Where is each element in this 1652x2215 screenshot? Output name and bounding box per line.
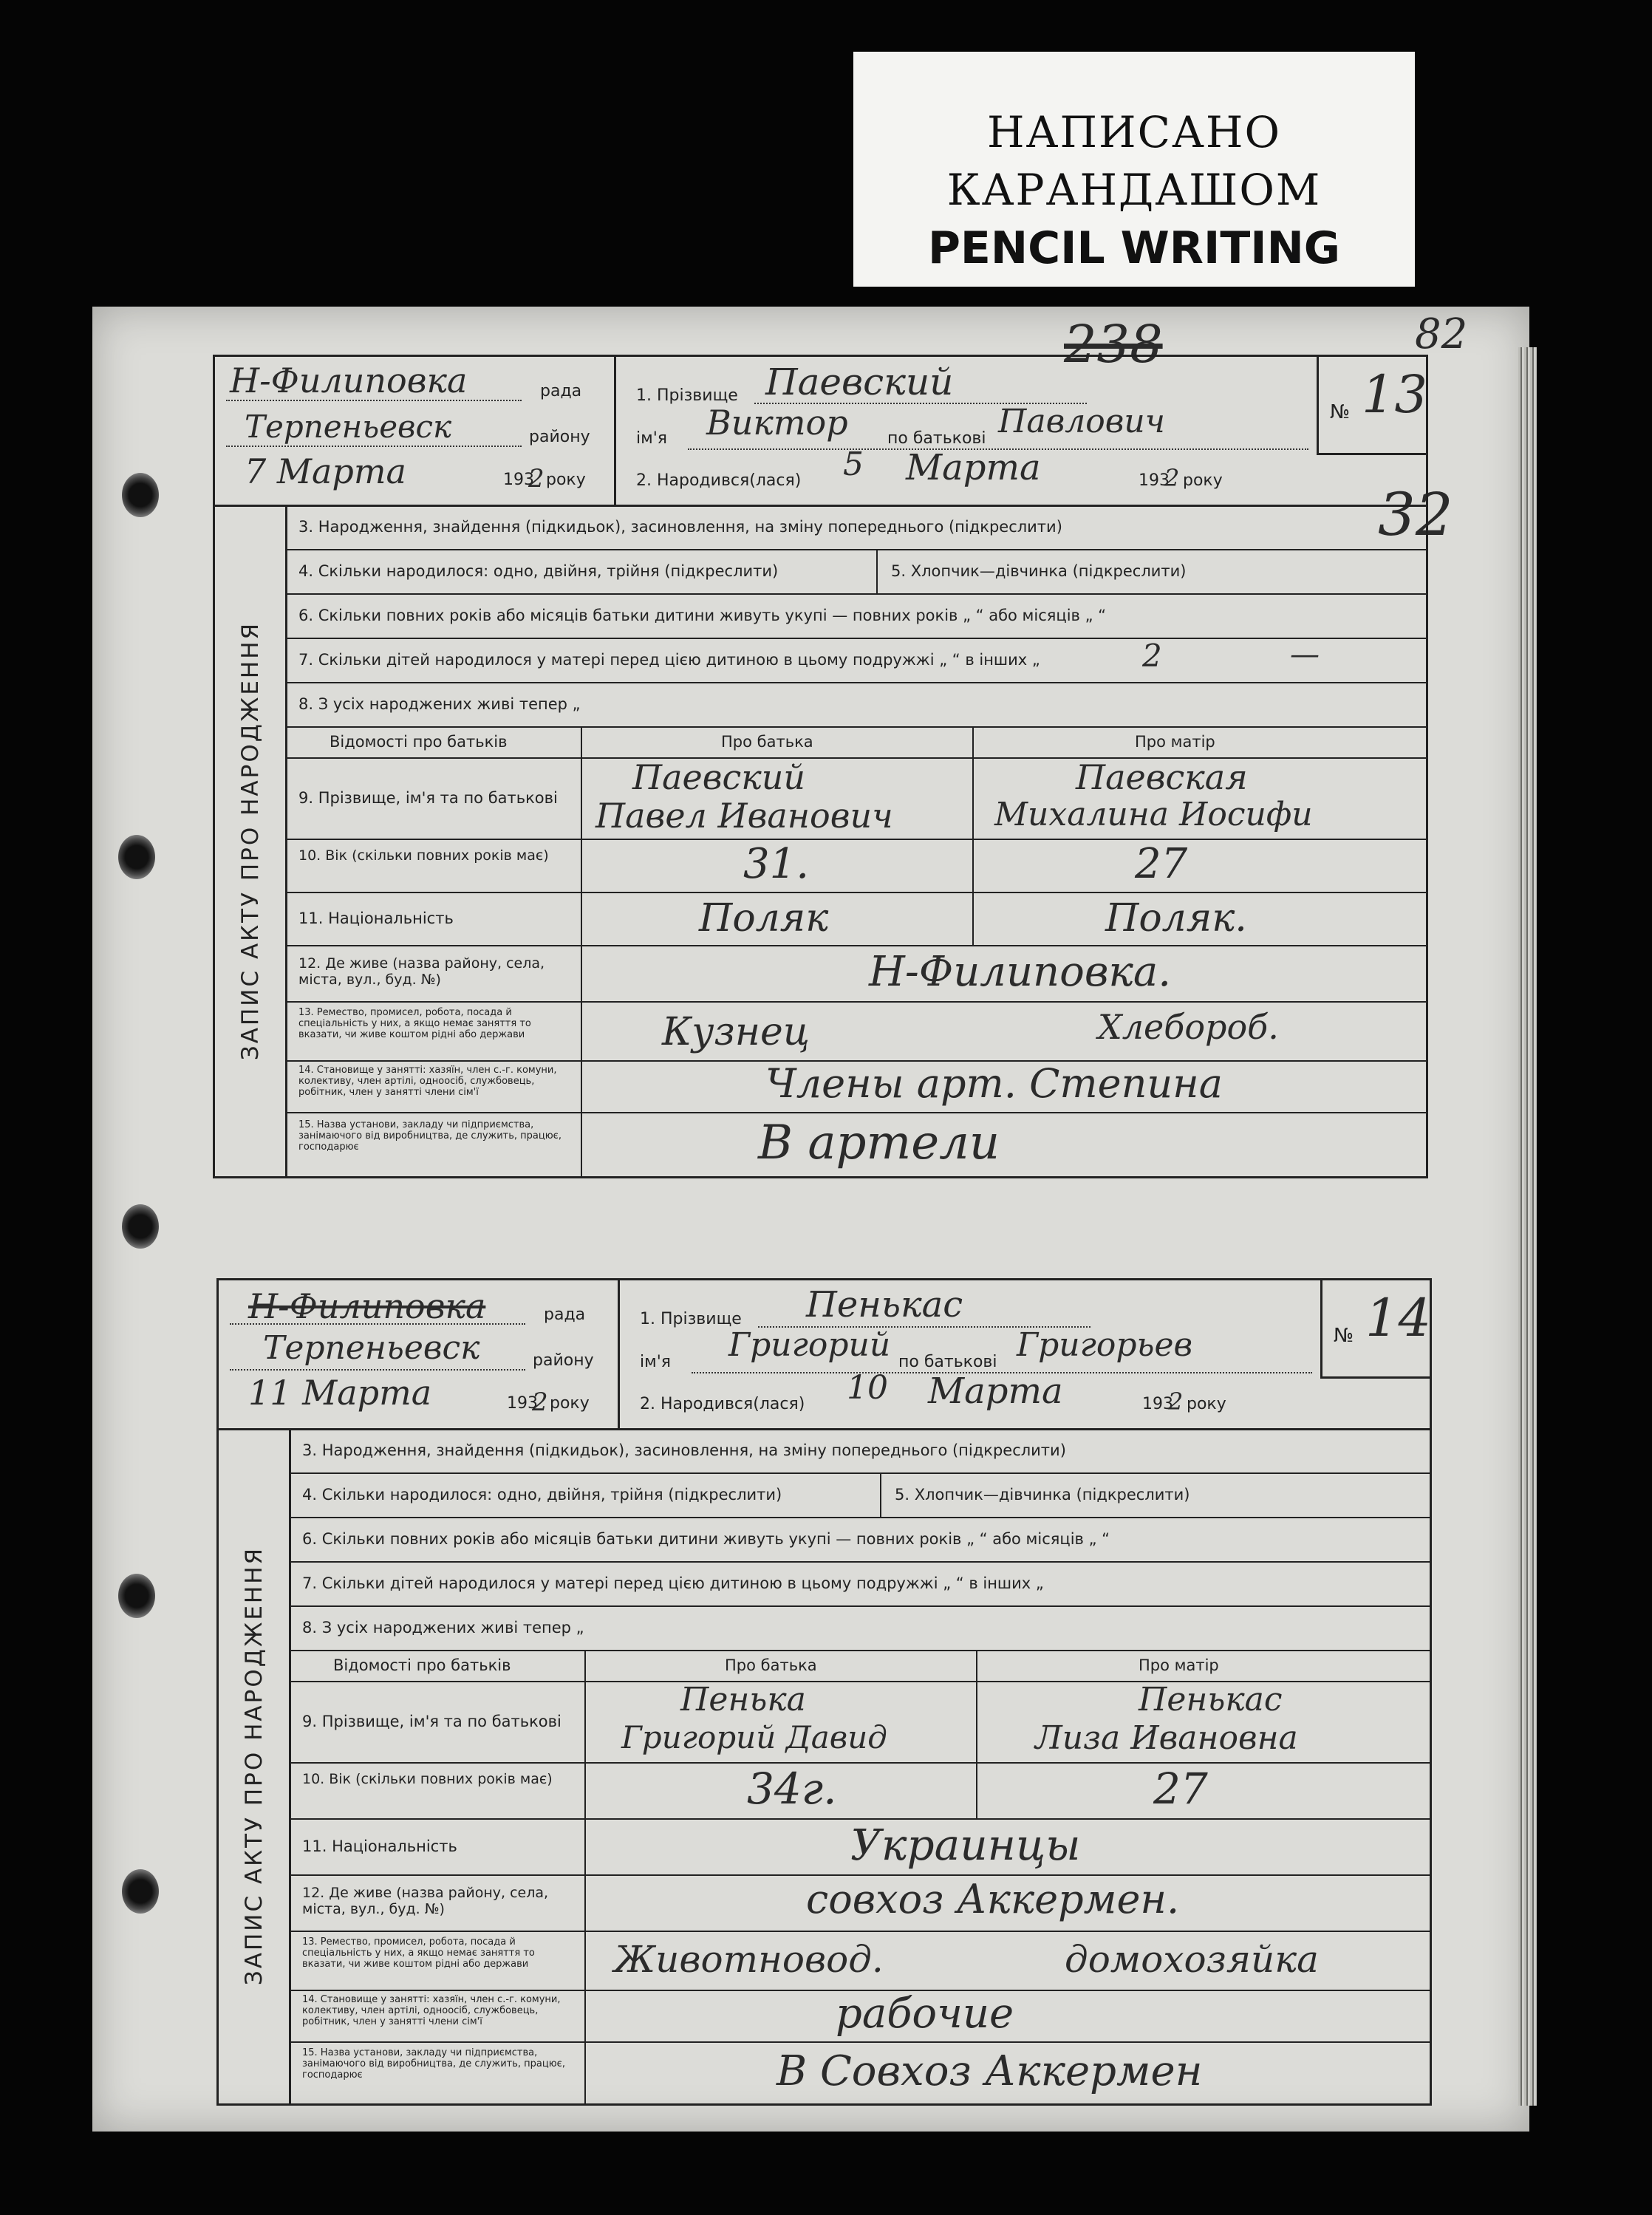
- row-6: 6. Скільки повних років або місяців батьки дитини живуть укупі — повних років „ “ або місяців „ “: [285, 593, 1426, 639]
- father-name: Павел Иванович: [595, 796, 893, 836]
- row-4-5: 4. Скільки народилося: одно, двійня, трійня (підкреслити) 5. Хлопчик—дівчинка (підкреслити): [289, 1472, 1430, 1518]
- record-header: [219, 1280, 1430, 1430]
- raion-label: району: [533, 1351, 594, 1370]
- father-occupation: Животновод.: [614, 1938, 884, 1981]
- patronymic-label: по батькові: [887, 429, 986, 448]
- father-name: Григорий Давид: [621, 1719, 887, 1755]
- row-4-5: 4. Скільки народилося: одно, двійня, трійня (підкреслити) 5. Хлопчик—дівчинка (підкреслити): [285, 549, 1426, 595]
- binding-hole: [122, 1204, 159, 1249]
- record-side-title: ЗАПИС АКТУ ПРО НАРОДЖЕННЯ: [215, 505, 287, 1176]
- residence: совхоз Аккермен.: [806, 1876, 1180, 1922]
- birth-year-prefix: 193: [1139, 471, 1170, 490]
- mother-surname: Паевская: [1076, 757, 1248, 797]
- child-surname: Паевский: [765, 361, 954, 403]
- raion-label: району: [529, 428, 590, 446]
- row-12: 12. Де живе (назва району, села, міста, вул., буд. №) совхоз Аккермен.: [289, 1874, 1430, 1932]
- nationality: Украинцы: [850, 1820, 1081, 1870]
- children-this-marriage: 2: [1142, 638, 1162, 674]
- mother-occupation: домохозяйка: [1065, 1938, 1319, 1981]
- binding-hole: [118, 835, 155, 879]
- employment-status: Члены арт. Степина: [765, 1060, 1223, 1107]
- pencil-writing-label: [853, 52, 1415, 287]
- child-name: Григорий: [728, 1326, 891, 1364]
- name-label: ім'я: [640, 1353, 671, 1371]
- parents-header: Відомості про батьків Про батька Про матір: [289, 1650, 1430, 1682]
- registration-block: [215, 357, 616, 505]
- mother-name: Лиза Ивановна: [1035, 1719, 1298, 1757]
- name-label: ім'я: [636, 429, 667, 448]
- binding-hole: [122, 1869, 159, 1914]
- workplace: В Совхоз Аккермен: [776, 2047, 1203, 2095]
- registration-year: 2: [532, 1388, 548, 1417]
- year-prefix: 193: [503, 471, 534, 489]
- row-6: 6. Скільки повних років або місяців батьки дитини живуть укупі — повних років „ “ або місяців „ “: [289, 1517, 1430, 1563]
- father-nationality: Поляк: [699, 896, 829, 941]
- row-14: 14. Становище у занятті: хазяїн, член с.-г. комуни, колективу, член артілі, одноосіб, службовець, робітник, член у занятті члени сім'ї рабочие: [289, 1990, 1430, 2043]
- row-8: 8. З усіх народжених живі тепер „: [289, 1605, 1430, 1651]
- mother-age: 27: [1153, 1764, 1208, 1814]
- birth-day: 5: [843, 446, 864, 483]
- father-surname: Пенька: [680, 1681, 806, 1719]
- roku-label: року: [550, 1394, 590, 1413]
- row-12: 12. Де живе (назва району, села, міста, вул., буд. №) Н-Филиповка.: [285, 945, 1426, 1003]
- child-patronymic: Павлович: [998, 403, 1166, 440]
- birth-label: 2. Народився(лася): [640, 1395, 805, 1413]
- district-name: Терпеньевск: [263, 1329, 480, 1367]
- mother-age: 27: [1135, 840, 1188, 888]
- children-other: —: [1290, 638, 1320, 672]
- row-3: 3. Народження, знайдення (підкидьок), засиновлення, на зміну попереднього (підкреслити): [289, 1428, 1430, 1474]
- father-surname: Паевский: [632, 757, 806, 797]
- birth-label: 2. Народився(лася): [636, 471, 802, 490]
- row-11: 11. Національність Поляк Поляк.: [285, 892, 1426, 946]
- number-sign: №: [1334, 1325, 1354, 1347]
- mother-surname: Пенькас: [1139, 1681, 1283, 1719]
- mother-occupation: Хлебороб.: [1098, 1007, 1279, 1047]
- label-line-2: КАРАНДАШОМ: [946, 165, 1322, 215]
- row-9: 9. Прізвище, ім'я та по батькові Паевский Павел Иванович Паевская Михалина Иосифи: [285, 757, 1426, 840]
- council-name: Н-Филиповка: [230, 361, 468, 400]
- council-name: Н-Филиповка: [248, 1286, 486, 1326]
- row-15: 15. Назва установи, закладу чи підприємства, занімаючого від виробництва, де служить, працює, господарює В артели: [285, 1112, 1426, 1176]
- year-prefix: 193: [507, 1394, 538, 1413]
- record-side-title: ЗАПИС АКТУ ПРО НАРОДЖЕННЯ: [219, 1428, 291, 2103]
- birth-day: 10: [847, 1369, 888, 1407]
- birth-year-prefix: 193: [1142, 1395, 1173, 1413]
- birth-year: 2: [1168, 1388, 1184, 1416]
- child-surname: Пенькас: [806, 1284, 963, 1325]
- registration-block: [219, 1280, 620, 1428]
- birth-roku-label: року: [1187, 1395, 1226, 1413]
- registration-year: 2: [528, 464, 545, 494]
- district-name: Терпеньевск: [245, 409, 452, 445]
- child-patronymic: Григорьев: [1017, 1326, 1193, 1364]
- row-9: 9. Прізвище, ім'я та по батькові Пенька Григорий Давид Пенькас Лиза Ивановна: [289, 1681, 1430, 1764]
- birth-month: Марта: [928, 1371, 1063, 1412]
- roku-label: року: [546, 471, 586, 489]
- label-line-1: НАПИСАНО: [986, 107, 1282, 157]
- birth-record-2: [216, 1278, 1432, 2106]
- mother-name: Михалина Иосифи: [994, 796, 1313, 833]
- label-line-3: PENCIL WRITING: [927, 222, 1341, 274]
- birth-month: Марта: [906, 447, 1041, 488]
- employment-status: рабочие: [836, 1990, 1014, 2038]
- workplace: В артели: [758, 1116, 1000, 1170]
- record-number: 13: [1362, 364, 1428, 425]
- crossed-number: 238: [1064, 314, 1163, 375]
- row-7: 7. Скільки дітей народилося у матері перед цією дитиною в цьому подружжі „ “ в інших „ 2 —: [285, 638, 1426, 683]
- row-13: 13. Ремество, промисел, робота, посада й спеціальність у них, а якщо немає заняття то вказати, чи живе коштом рідні або держави Животновод. домохозяйка: [289, 1931, 1430, 1991]
- child-name: Виктор: [706, 403, 848, 443]
- mother-nationality: Поляк.: [1105, 896, 1247, 941]
- parents-header: Відомості про батьків Про батька Про матір: [285, 726, 1426, 759]
- row-10: 10. Вік (скільки повних років має) 34г. 27: [289, 1762, 1430, 1820]
- record-number-box: [1317, 357, 1426, 455]
- binding-hole: [118, 1574, 155, 1618]
- margin-number: 32: [1378, 480, 1453, 549]
- registration-date: 11 Марта: [248, 1373, 432, 1413]
- patronymic-label: по батькові: [898, 1353, 997, 1371]
- rada-label: рада: [544, 1306, 586, 1324]
- record-number: 14: [1365, 1288, 1432, 1348]
- registration-date: 7 Марта: [245, 451, 406, 491]
- corner-number: 82: [1415, 310, 1468, 358]
- birth-year: 2: [1164, 464, 1180, 492]
- surname-label: 1. Прізвище: [640, 1310, 742, 1328]
- number-sign: №: [1330, 401, 1351, 423]
- sheet-edge: [1518, 347, 1537, 2106]
- birth-record-1: [213, 355, 1428, 1178]
- record-number-box: [1320, 1280, 1430, 1379]
- surname-label: 1. Прізвище: [636, 386, 738, 405]
- row-7: 7. Скільки дітей народилося у матері перед цією дитиною в цьому подружжі „ “ в інших „: [289, 1561, 1430, 1607]
- row-11: 11. Національність Украинцы: [289, 1818, 1430, 1876]
- rada-label: рада: [540, 382, 582, 400]
- row-13: 13. Ремество, промисел, робота, посада й спеціальність у них, а якщо немає заняття то вказати, чи живе коштом рідні або держави Кузнец Хлебороб.: [285, 1001, 1426, 1062]
- father-occupation: Кузнец: [662, 1010, 810, 1054]
- row-8: 8. З усіх народжених живі тепер „: [285, 682, 1426, 728]
- binding-hole: [122, 473, 159, 517]
- row-3: 3. Народження, знайдення (підкидьок), засиновлення, на зміну попереднього (підкреслити): [285, 505, 1426, 550]
- row-10: 10. Вік (скільки повних років має) 31. 27: [285, 839, 1426, 893]
- record-header: [215, 357, 1426, 507]
- row-14: 14. Становище у занятті: хазяїн, член с.-г. комуни, колективу, член артілі, одноосіб, службовець, робітник, член у занятті члени сім'ї Члены арт. Степина: [285, 1060, 1426, 1113]
- father-age: 31.: [743, 840, 810, 888]
- row-15: 15. Назва установи, закладу чи підприємства, занімаючого від виробництва, де служить, працює, господарює В Совхоз Аккермен: [289, 2041, 1430, 2103]
- birth-roku-label: року: [1183, 471, 1223, 490]
- father-age: 34г.: [747, 1764, 837, 1814]
- residence: Н-Филиповка.: [869, 948, 1172, 996]
